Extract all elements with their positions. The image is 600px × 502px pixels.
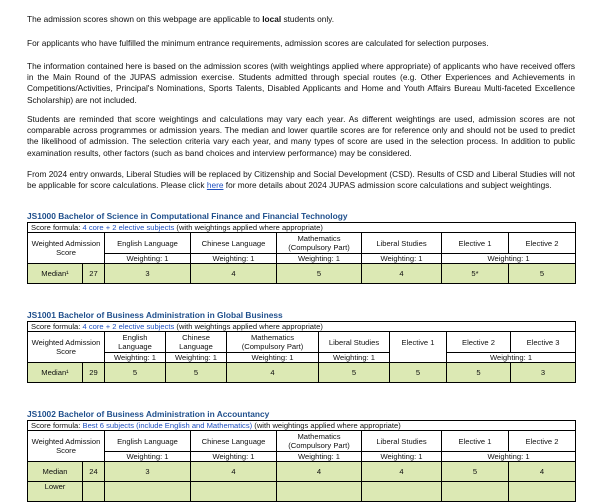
median-row (28, 363, 576, 383)
col-liberal-studies: Liberal Studies (362, 233, 442, 254)
data-basis-note: The information contained here is based on the admission scores (with weightings applied where appropriate) of applicants who have received offers in the Main Round of the JUPAS admission exercise. Students admitted through special routes (e.g. Other Experiences and Achievements in Competitions/Activities, Principal's Nominations, Sports Talents, Disabled Applicants and Home and Youth Affairs Bureau Multi-faceted Excellence Scholarship) are not included. (27, 61, 575, 105)
weighting-chinese: Weighting: 1 (191, 452, 277, 462)
median-english: 3 (105, 264, 191, 284)
score-table-js1000 (27, 222, 576, 284)
median-elective-2: 5 (509, 264, 576, 284)
weighting-maths: Weighting: 1 (227, 353, 319, 363)
programme-title-js1002: JS1002 Bachelor of Business Administration in Accountancy (27, 409, 270, 419)
col-liberal-studies: Liberal Studies (319, 332, 390, 353)
score-formula: Score formula: 4 core + 2 elective subjects (with weightings applied where appropriate) (28, 322, 576, 332)
weighting-electives: Weighting: 1 (442, 452, 576, 462)
lower-label: Lower (28, 482, 83, 502)
weighting-english: Weighting: 1 (105, 452, 191, 462)
median-elective-2: 5 (447, 363, 511, 383)
median-elective-2: 4 (509, 462, 576, 482)
median-chinese: 5 (166, 363, 227, 383)
score-formula: Score formula: 4 core + 2 elective subjects (with weightings applied where appropriate) (28, 223, 576, 233)
col-elective-1: Elective 1 (390, 332, 447, 363)
programme-title-js1001: JS1001 Bachelor of Business Administration in Global Business (27, 310, 283, 320)
median-row (28, 462, 576, 482)
median-elective-1: 5 (390, 363, 447, 383)
median-english: 3 (105, 462, 191, 482)
here-link[interactable]: here (206, 180, 224, 191)
weighted-score-header: Weighted Admission Score (28, 431, 105, 462)
weighting-liberal-studies: Weighting: 1 (362, 452, 442, 462)
col-elective-1: Elective 1 (442, 431, 509, 452)
median-label: Median¹ (28, 363, 83, 383)
median-maths: 5 (277, 264, 362, 284)
weighting-liberal-studies: Weighting: 1 (362, 254, 442, 264)
median-label: Median (28, 462, 83, 482)
col-chinese: Chinese Language (191, 431, 277, 452)
csd-notice: From 2024 entry onwards, Liberal Studies will be replaced by Citizenship and Social Development (CSD). Results of CSD and Liberal Studies will not be applicable for score calculations. Please click here for more details about 2024 JUPAS admission score calculations and subject weightings. (27, 169, 575, 191)
col-liberal-studies: Liberal Studies (362, 431, 442, 452)
col-elective-1: Elective 1 (442, 233, 509, 254)
col-elective-2: Elective 2 (509, 431, 576, 452)
weighting-english: Weighting: 1 (105, 353, 166, 363)
median-maths: 4 (227, 363, 319, 383)
weighting-reminder: Students are reminded that score weightings and calculations may vary each year. As different weightings are used, admission scores are not comparable across programmes or admission years. The median and lower quartile scores are for reference only and should not be used to predict the likelihood of admission. The selection criteria vary each year, and many types of score are used in the selection process. In addition to public examination results, other factors (such as band choices and interview performance) may be considered. (27, 114, 575, 158)
col-chinese: Chinese Language (166, 332, 227, 353)
weighted-score-header: Weighted Admission Score (28, 233, 105, 264)
col-maths: Mathematics (Compulsory Part) (277, 431, 362, 452)
col-english: English Language (105, 233, 191, 254)
weighting-chinese: Weighting: 1 (191, 254, 277, 264)
median-liberal-studies: 4 (362, 264, 442, 284)
median-label: Median¹ (28, 264, 83, 284)
score-table-js1001 (27, 321, 576, 383)
col-english: English Language (105, 431, 191, 452)
median-maths: 4 (277, 462, 362, 482)
col-elective-2: Elective 2 (447, 332, 511, 353)
weighting-maths: Weighting: 1 (277, 452, 362, 462)
local-students-note: The admission scores shown on this webpage are applicable to local students only. (27, 14, 335, 24)
col-elective-3: Elective 3 (511, 332, 576, 353)
median-elective-3: 3 (511, 363, 576, 383)
col-maths: Mathematics (Compulsory Part) (227, 332, 319, 353)
col-maths: Mathematics (Compulsory Part) (277, 233, 362, 254)
weighted-score-header: Weighted Admission Score (28, 332, 105, 363)
median-liberal-studies: 5 (319, 363, 390, 383)
weighting-maths: Weighting: 1 (277, 254, 362, 264)
median-liberal-studies: 4 (362, 462, 442, 482)
score-formula-link[interactable]: 4 core + 2 elective subjects (82, 223, 175, 232)
median-chinese: 4 (191, 462, 277, 482)
col-english: English Language (105, 332, 166, 353)
col-chinese: Chinese Language (191, 233, 277, 254)
median-english: 5 (105, 363, 166, 383)
programme-title-js1000: JS1000 Bachelor of Science in Computational Finance and Financial Technology (27, 211, 348, 221)
lower-quartile-row (28, 482, 576, 502)
score-formula: Score formula: Best 6 subjects (include English and Mathematics) (with weightings applied where appropriate) (28, 421, 576, 431)
median-total: 27 (83, 264, 105, 284)
eligibility-note: For applicants who have fulfilled the minimum entrance requirements, admission scores are calculated for selection purposes. (27, 38, 489, 48)
median-row (28, 264, 576, 284)
col-elective-2: Elective 2 (509, 233, 576, 254)
median-elective-1: 5 (442, 462, 509, 482)
median-elective-1: 5* (442, 264, 509, 284)
median-chinese: 4 (191, 264, 277, 284)
weighting-liberal-studies: Weighting: 1 (319, 353, 390, 363)
weighting-english: Weighting: 1 (105, 254, 191, 264)
weighting-chinese: Weighting: 1 (166, 353, 227, 363)
weighting-electives: Weighting: 1 (442, 254, 576, 264)
median-total: 29 (83, 363, 105, 383)
local-emphasis: local (262, 14, 282, 24)
score-formula-link[interactable]: Best 6 subjects (include English and Mathematics) (82, 421, 253, 430)
score-table-js1002 (27, 420, 576, 502)
score-formula-link[interactable]: 4 core + 2 elective subjects (82, 322, 175, 331)
weighting-electives: Weighting: 1 (447, 353, 576, 363)
median-total: 24 (83, 462, 105, 482)
